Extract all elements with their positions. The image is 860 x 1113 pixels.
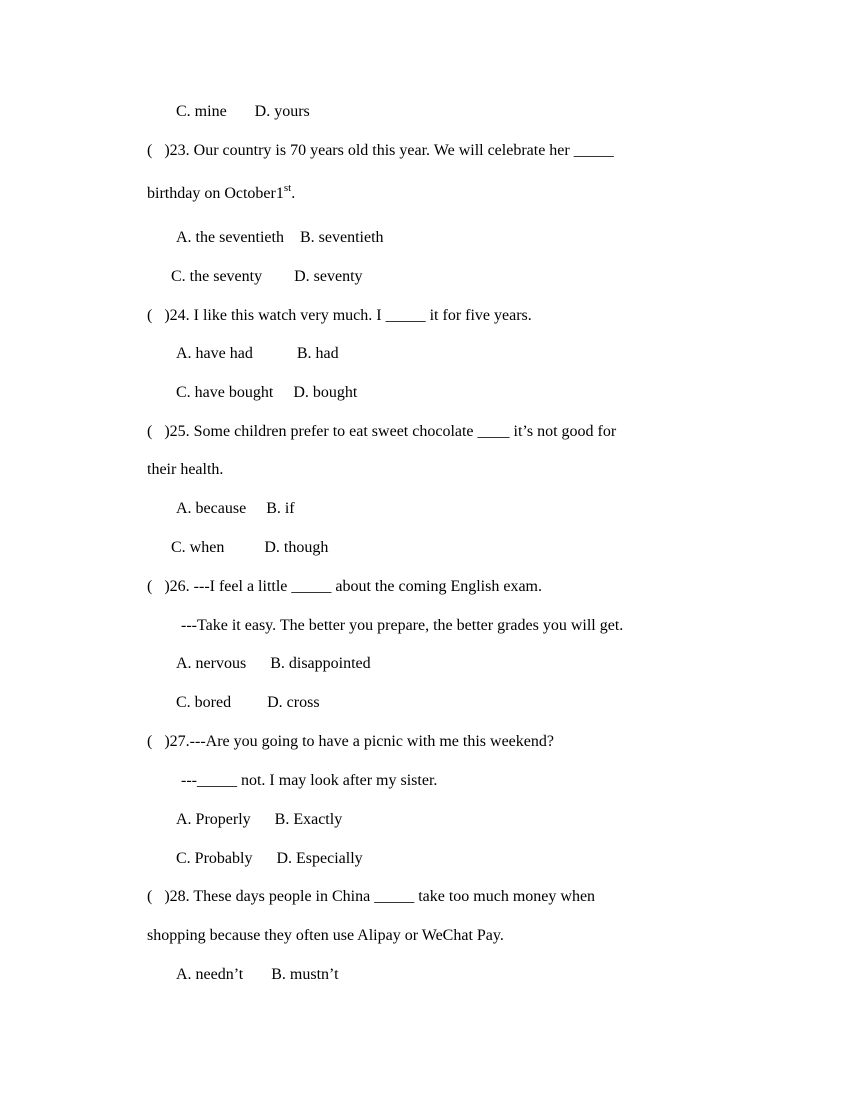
q24-options-ab: A. have had B. had (176, 345, 339, 362)
q27-options-ab: A. Properly B. Exactly (176, 811, 343, 828)
q28-options-ab: A. needn’t B. mustn’t (176, 966, 339, 983)
question-24: ( )24. I like this watch very much. I _____ it for five years. (147, 307, 532, 324)
question-23: ( )23. Our country is 70 years old this year. We will celebrate her _____ (147, 142, 614, 159)
question-26-reply: ---Take it easy. The better you prepare, the better grades you will get. (181, 617, 624, 634)
question-28-continued: shopping because they often use Alipay or WeChat Pay. (147, 927, 504, 944)
q25-options-cd: C. when D. though (171, 539, 329, 556)
q27-options-cd: C. Probably D. Especially (176, 850, 363, 867)
q24-options-cd: C. have bought D. bought (176, 384, 358, 401)
ordinal-suffix: st (283, 182, 292, 194)
q22-options-cd: C. mine D. yours (176, 103, 310, 120)
q25-options-ab: A. because B. if (176, 500, 295, 517)
q26-options-ab: A. nervous B. disappointed (176, 655, 371, 672)
question-25-continued: their health. (147, 461, 224, 478)
question-28: ( )28. These days people in China _____ take too much money when (147, 888, 596, 905)
question-23-continued (147, 184, 295, 204)
question-23-text-end: birthday on October1 (147, 185, 284, 202)
question-25: ( )25. Some children prefer to eat sweet chocolate ____ it’s not good for (147, 423, 617, 440)
question-23-period: . (291, 185, 296, 202)
q23-options-cd: C. the seventy D. seventy (171, 268, 363, 285)
question-26: ( )26. ---I feel a little _____ about the coming English exam. (147, 578, 542, 595)
question-27: ( )27.---Are you going to have a picnic with me this weekend? (147, 733, 554, 750)
question-27-reply: ---_____ not. I may look after my sister. (181, 772, 438, 789)
q23-options-ab: A. the seventieth B. seventieth (176, 229, 384, 246)
q26-options-cd: C. bored D. cross (176, 694, 320, 711)
